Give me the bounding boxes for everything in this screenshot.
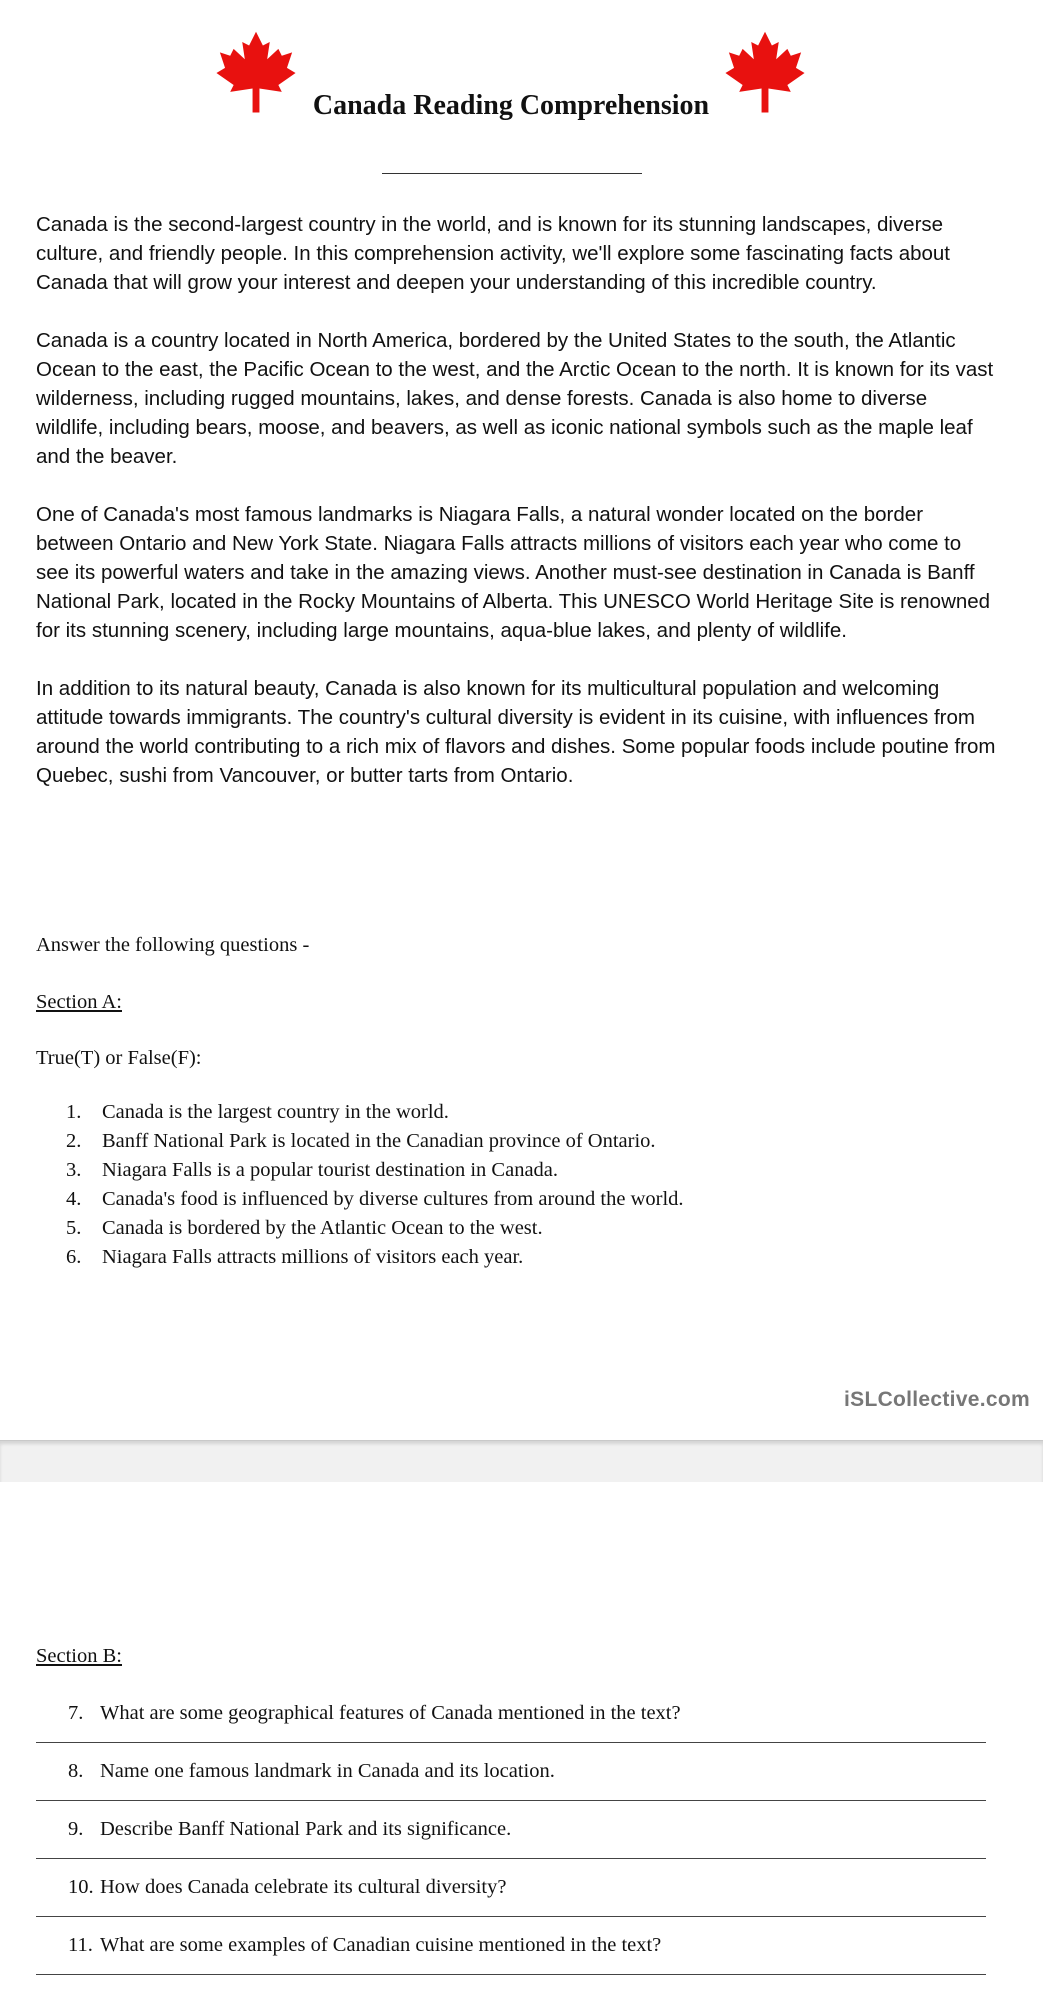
question-8: 8. Name one famous landmark in Canada and its location. — [36, 1757, 986, 1801]
list-item: 1. Canada is the largest country in the world. — [66, 1101, 449, 1123]
title-underline — [382, 173, 642, 174]
answer-line[interactable] — [36, 1742, 986, 1743]
question-9: 9. Describe Banff National Park and its significance. — [36, 1815, 986, 1859]
section-a-subheading: True(T) or False(F): — [36, 1047, 202, 1069]
question-7: 7. What are some geographical features of Canada mentioned in the text? — [36, 1699, 986, 1743]
section-b-heading: Section B: — [36, 1645, 122, 1667]
answer-line[interactable] — [36, 1974, 986, 1975]
true-false-list — [66, 1098, 684, 1272]
worksheet-page-2 — [0, 1482, 1043, 1993]
passage-paragraph: One of Canada's most famous landmarks is Niagara Falls, a natural wonder located on the border between Ontario and New York State. Niagara Falls attracts millions of visitors each year who come to see its powerful waters and take in the amazing views. Another must-see destination in Canada is Banff National Park, located in the Rocky Mountains of Alberta. This UNESCO World Heritage Site is renowned for its stunning scenery, including large mountains, aqua-blue lakes, and plenty of wildlife. — [36, 503, 991, 642]
reading-passage — [36, 210, 996, 819]
instructions: Answer the following questions - — [36, 934, 310, 956]
list-item: 5. Canada is bordered by the Atlantic Ocean to the west. — [66, 1217, 543, 1239]
list-item: 3. Niagara Falls is a popular tourist destination in Canada. — [66, 1159, 559, 1181]
page-separator — [0, 1440, 1043, 1483]
passage-paragraph: In addition to its natural beauty, Canada is also known for its multicultural population and welcoming attitude towards immigrants. The country's cultural diversity is evident in its cuisine, with influences from around the world contributing to a rich mix of flavors and dishes. Some popular foods include poutine from Quebec, sushi from Vancouver, or butter tarts from Ontario. — [36, 677, 996, 787]
question-11: 11. What are some examples of Canadian cuisine mentioned in the text? — [36, 1931, 986, 1975]
answer-line[interactable] — [36, 1916, 986, 1917]
maple-leaf-icon — [722, 30, 808, 116]
answer-line[interactable] — [36, 1858, 986, 1859]
watermark: iSLCollective.com — [844, 1388, 1030, 1411]
answer-line[interactable] — [36, 1800, 986, 1801]
question-10: 10. How does Canada celebrate its cultural diversity? — [36, 1873, 986, 1917]
passage-paragraph: Canada is a country located in North America, bordered by the United States to the south, the Atlantic Ocean to the east, the Pacific Ocean to the west, and the Arctic Ocean to the north. It is known for its vast wilderness, including rugged mountains, lakes, and dense forests. Canada is also home to diverse wildlife, including bears, moose, and beavers, as well as iconic national symbols such as the maple leaf and the beaver. — [36, 329, 994, 468]
list-item: 2. Banff National Park is located in the Canadian province of Ontario. — [66, 1130, 656, 1152]
list-item: 6. Niagara Falls attracts millions of visitors each year. — [66, 1246, 524, 1268]
page-title: Canada Reading Comprehension — [312, 90, 710, 121]
passage-paragraph: Canada is the second-largest country in the world, and is known for its stunning landscapes, diverse culture, and friendly people. In this comprehension activity, we'll explore some fascinating facts about Canada that will grow your interest and deepen your understanding of this incredible country. — [36, 213, 950, 294]
section-a-heading: Section A: — [36, 991, 122, 1013]
list-item: 4. Canada's food is influenced by diverse cultures from around the world. — [66, 1188, 684, 1210]
